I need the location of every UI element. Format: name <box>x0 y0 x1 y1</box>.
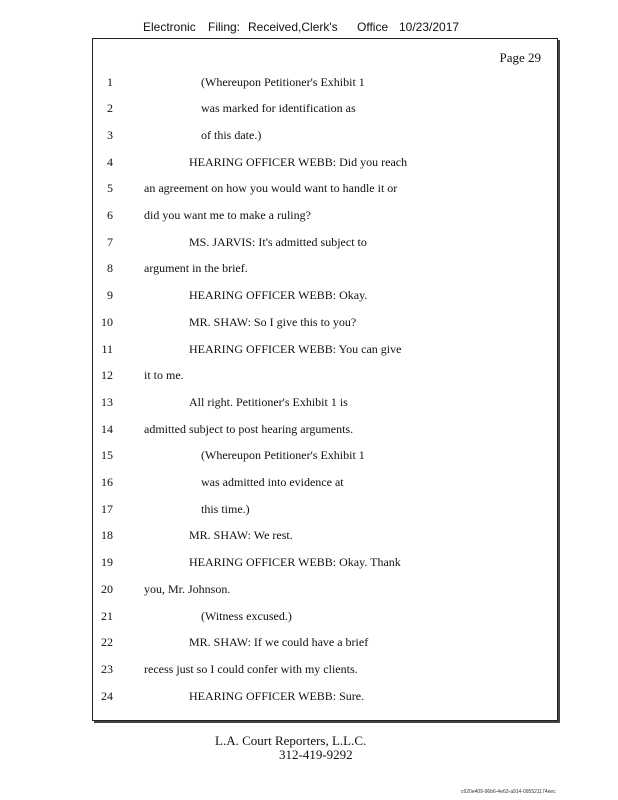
line-text: HEARING OFFICER WEBB: Did you reach <box>189 154 408 169</box>
transcript-line <box>93 75 553 95</box>
line-number: 18 <box>101 528 113 543</box>
line-text: HEARING OFFICER WEBB: Sure. <box>189 688 365 703</box>
line-number: 16 <box>101 475 113 489</box>
line-text: was marked for identification as <box>201 101 356 116</box>
transcript-line <box>93 181 553 201</box>
line-number: 23 <box>101 661 113 676</box>
transcript-line <box>93 101 553 121</box>
line-text: admitted subject to post hearing arguments. <box>144 421 354 436</box>
line-number: 19 <box>101 555 113 570</box>
line-text: MR. SHAW: So I give this to you? <box>189 314 357 329</box>
transcript-line <box>93 288 553 308</box>
line-number: 14 <box>101 421 113 436</box>
line-text: MR. SHAW: If we could have a brief <box>189 635 369 650</box>
transcript-line <box>93 395 553 415</box>
transcript-line <box>93 475 553 495</box>
line-text: did you want me to make a ruling? <box>144 208 311 222</box>
transcript-line <box>93 662 553 682</box>
transcript-line <box>93 582 553 602</box>
document-id: c620e409-96b6-4e63-a914-095521174eec <box>461 789 556 795</box>
transcript-line <box>93 235 553 255</box>
transcript-page <box>92 38 558 721</box>
line-number: 10 <box>101 314 113 329</box>
transcript-line <box>93 342 553 362</box>
header-received: Received,Clerk's <box>248 20 338 34</box>
line-number: 24 <box>101 688 113 703</box>
transcript-line <box>93 261 553 281</box>
transcript-line <box>93 368 553 388</box>
line-number: 17 <box>101 501 113 516</box>
line-text: recess just so I could confer with my clients. <box>144 661 358 676</box>
header-filing: Filing: <box>208 20 241 34</box>
transcript-line <box>93 315 553 335</box>
transcript-line <box>93 689 553 709</box>
line-number: 12 <box>101 368 113 383</box>
transcript-line <box>93 555 553 575</box>
line-number: 3 <box>107 127 113 142</box>
line-number: 6 <box>107 208 113 222</box>
page-number: Page 29 <box>499 50 541 65</box>
header-date: 10/23/2017 <box>399 20 460 34</box>
line-text: this time.) <box>201 501 250 516</box>
line-text: HEARING OFFICER WEBB: Okay. Thank <box>189 555 401 570</box>
line-number: 11 <box>101 341 113 356</box>
line-number: 8 <box>107 261 113 276</box>
transcript-line <box>93 128 553 148</box>
line-text: All right. Petitioner's Exhibit 1 is <box>189 394 348 409</box>
reporter-company: L.A. Court Reporters, L.L.C. <box>215 733 367 748</box>
line-text: argument in the brief. <box>144 261 248 276</box>
line-text: (Witness excused.) <box>201 608 292 623</box>
reporter-phone: 312-419-9292 <box>279 747 353 762</box>
line-number: 20 <box>101 581 113 596</box>
line-number: 4 <box>107 154 113 169</box>
line-number: 5 <box>107 181 113 196</box>
transcript-line <box>93 208 553 228</box>
transcript-line <box>93 528 553 548</box>
line-number: 22 <box>101 635 113 650</box>
line-text: an agreement on how you would want to handle it or <box>144 181 398 196</box>
line-text: HEARING OFFICER WEBB: You can give <box>189 341 402 356</box>
line-text: (Whereupon Petitioner's Exhibit 1 <box>201 74 365 89</box>
line-number: 7 <box>107 234 113 249</box>
line-text: of this date.) <box>201 127 262 142</box>
line-number: 9 <box>107 288 113 303</box>
line-number: 15 <box>101 448 113 463</box>
transcript-line <box>93 635 553 655</box>
line-text: MS. JARVIS: It's admitted subject to <box>189 234 367 249</box>
transcript-line <box>93 155 553 175</box>
transcript-line <box>93 609 553 629</box>
line-text: it to me. <box>144 368 184 383</box>
line-text: (Whereupon Petitioner's Exhibit 1 <box>201 448 365 463</box>
line-number: 1 <box>107 74 113 89</box>
line-text: MR. SHAW: We rest. <box>189 528 293 543</box>
transcript-line <box>93 422 553 442</box>
line-number: 2 <box>107 101 113 116</box>
line-number: 13 <box>101 394 113 409</box>
line-number: 21 <box>101 608 113 623</box>
filing-header <box>0 20 618 36</box>
header-electronic: Electronic <box>143 20 196 34</box>
line-text: you, Mr. Johnson. <box>144 581 231 596</box>
transcript-line <box>93 448 553 468</box>
transcript-line <box>93 502 553 522</box>
header-office: Office <box>357 20 389 34</box>
line-text: was admitted into evidence at <box>201 475 344 489</box>
line-text: HEARING OFFICER WEBB: Okay. <box>189 288 368 303</box>
